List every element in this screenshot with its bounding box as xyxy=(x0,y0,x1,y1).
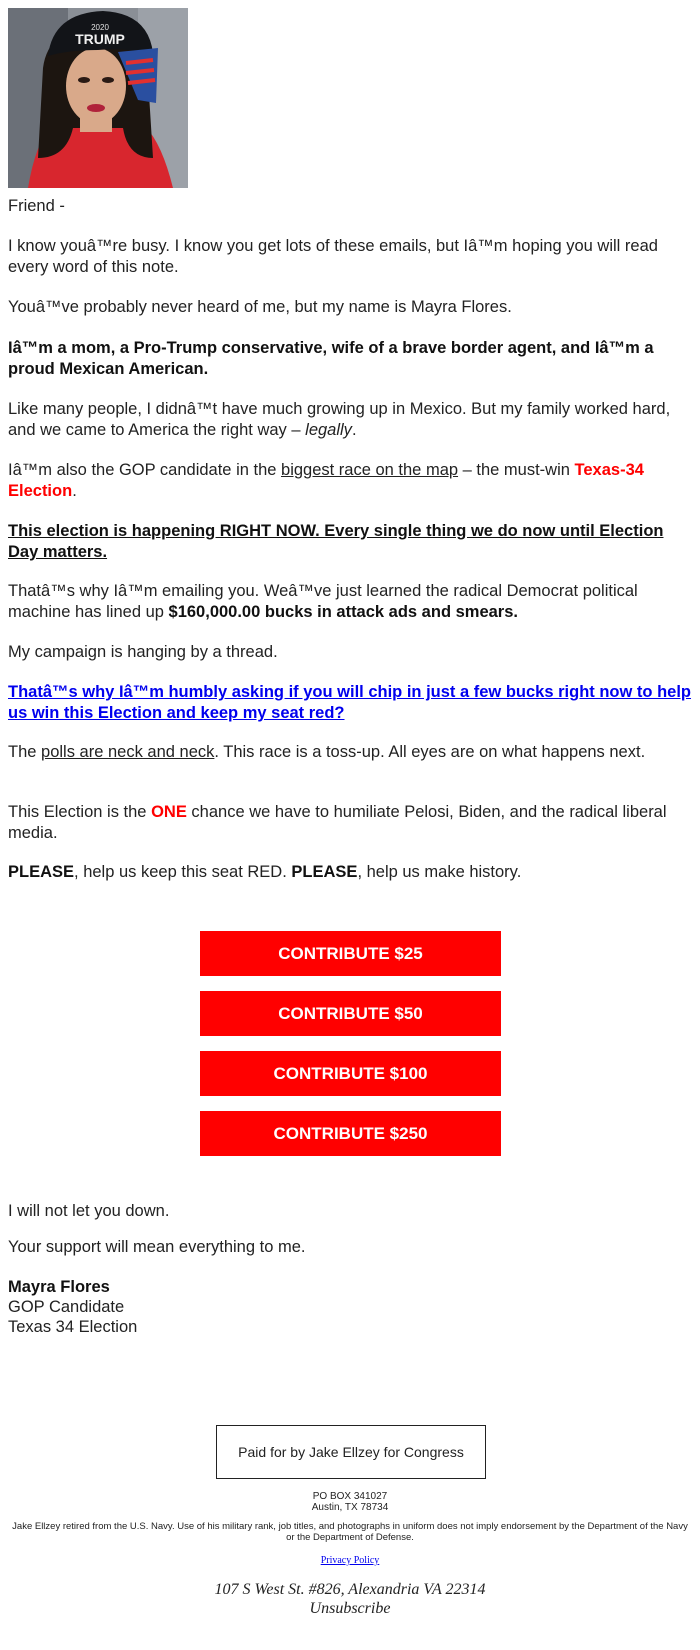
biggest-race-link[interactable]: biggest race on the map xyxy=(281,461,459,479)
paragraph-urgent[interactable]: This election is happening RIGHT NOW. Every single thing we do now until Election Day matters. xyxy=(8,522,664,561)
svg-text:TRUMP: TRUMP xyxy=(75,31,125,47)
person-photo-icon xyxy=(8,8,188,188)
ask-paragraph[interactable] xyxy=(8,682,692,724)
contribute-50-button[interactable]: CONTRIBUTE $50 xyxy=(200,991,501,1036)
signature-race: Texas 34 Election xyxy=(8,1318,138,1336)
po-box: PO BOX 341027 xyxy=(312,1491,388,1502)
closing-line-2: Your support will mean everything to me. xyxy=(8,1238,306,1256)
greeting: Friend - xyxy=(8,197,65,215)
svg-text:2020: 2020 xyxy=(91,23,109,32)
contribute-100-button[interactable]: CONTRIBUTE $100 xyxy=(200,1051,501,1096)
paragraph-one-chance: This Election is the ONE chance we have to humiliate Pelosi, Biden, and the radical liberal media. xyxy=(8,803,667,842)
paragraph-candidate: Iâ™m also the GOP candidate in the biggest race on the map – the must-win Texas-34 Election. xyxy=(8,461,644,500)
mailing-address: 107 S West St. #826, Alexandria VA 22314 xyxy=(214,1581,486,1598)
paragraph-bold-identity: Iâ™m a mom, a Pro-Trump conservative, wife of a brave border agent, and Iâ™m a proud Mexican American. xyxy=(8,339,654,378)
paragraph-polls: The polls are neck and neck. This race is a toss-up. All eyes are on what happens next. xyxy=(8,743,646,761)
disclaimer: Jake Ellzey retired from the U.S. Navy. Use of his military rank, job titles, and photographs in uniform does not imply endorsement by the Department of the Navy or the Department of Defense. xyxy=(12,1521,688,1543)
polls-link[interactable]: polls are neck and neck xyxy=(41,743,215,761)
unsubscribe-link[interactable]: Unsubscribe xyxy=(309,1600,391,1617)
paragraph-attack-ads: Thatâ™s why Iâ™m emailing you. Weâ™ve just learned the radical Democrat political machine has lined up $160,000.00 bucks in attack ads and smears. xyxy=(8,582,638,621)
candidate-photo xyxy=(8,8,188,188)
signature-name: Mayra Flores xyxy=(8,1278,110,1296)
paragraph-background: Like many people, I didnâ™t have much growing up in Mexico. But my family worked hard, and we came to America the right way – legally. xyxy=(8,400,671,439)
paid-for-box: Paid for by Jake Ellzey for Congress xyxy=(216,1425,486,1479)
city-line: Austin, TX 78734 xyxy=(311,1502,389,1513)
signature-title: GOP Candidate xyxy=(8,1298,125,1316)
paragraph-please: PLEASE, help us keep this seat RED. PLEASE, help us make history. xyxy=(8,863,522,881)
paragraph-intro: I know youâ™re busy. I know you get lots of these emails, but Iâ™m hoping you will read every word of this note. xyxy=(8,237,658,276)
paragraph-name: Youâ™ve probably never heard of me, but my name is Mayra Flores. xyxy=(8,298,512,316)
privacy-row xyxy=(0,1555,700,1566)
closing-line-1: I will not let you down. xyxy=(8,1202,170,1220)
paragraph-thread: My campaign is hanging by a thread. xyxy=(8,643,278,661)
signature-block xyxy=(8,1277,692,1337)
contribute-250-button[interactable]: CONTRIBUTE $250 xyxy=(200,1111,501,1156)
email-body xyxy=(8,8,692,188)
donate-ask-link[interactable]: Thatâ™s why Iâ™m humbly asking if you will chip in just a few bucks right now to help us win this Election and keep my seat red? xyxy=(8,683,692,722)
privacy-policy-link[interactable]: Privacy Policy xyxy=(320,1555,380,1566)
contribute-25-button[interactable]: CONTRIBUTE $25 xyxy=(200,931,501,976)
